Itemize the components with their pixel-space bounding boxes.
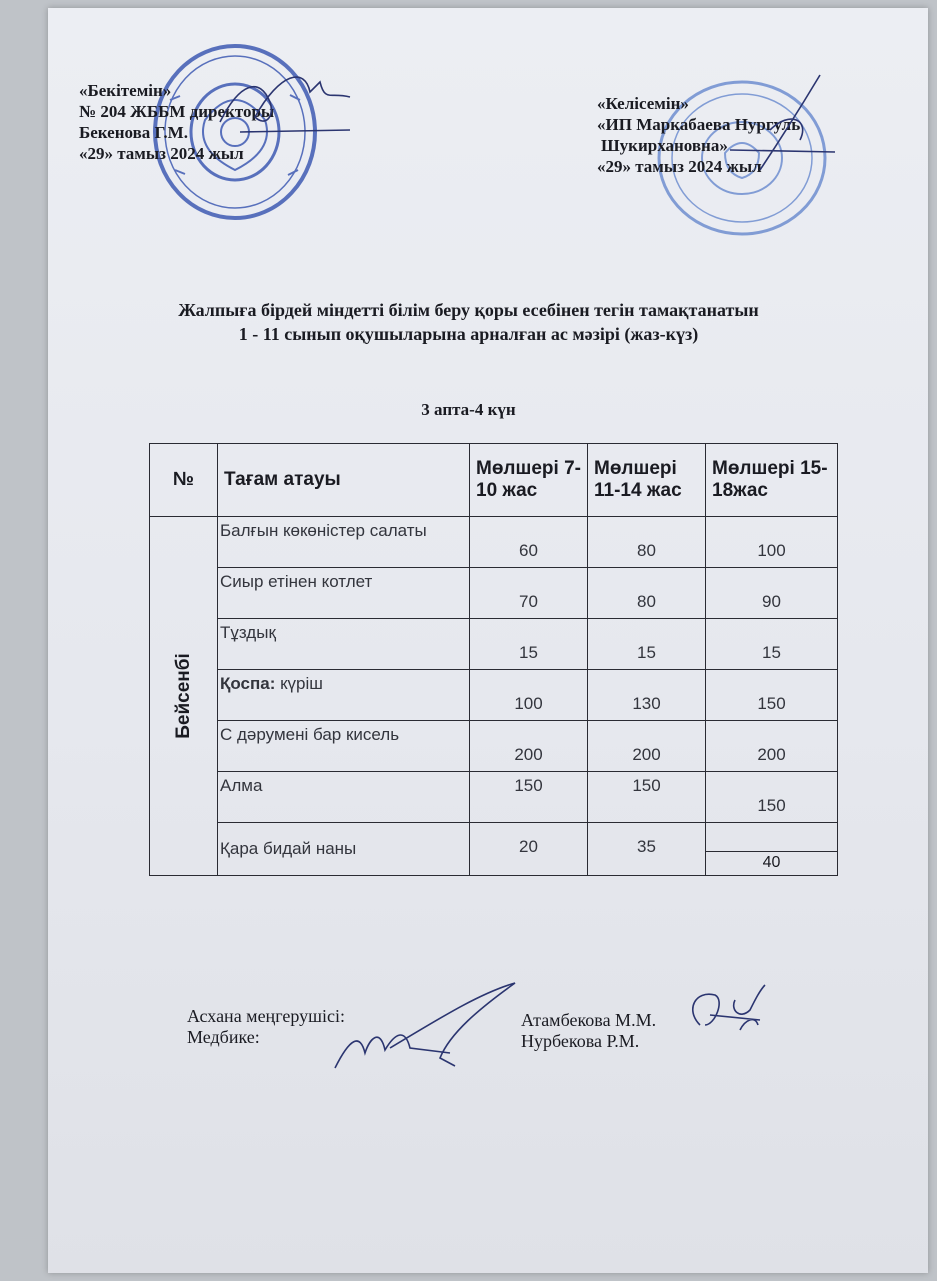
table-header-row	[150, 444, 838, 517]
portion-11-14: 150	[588, 772, 706, 823]
table-row	[150, 721, 838, 772]
dish-name: Тұздық	[218, 619, 470, 670]
portion-7-10: 150	[470, 772, 588, 823]
portion-11-14: 130	[588, 670, 706, 721]
approval-line-4: «29» тамыз 2024 жыл	[79, 144, 244, 163]
dish-name: Балғын көкөністер салаты	[218, 517, 470, 568]
nurse-role: Медбике:	[187, 1027, 260, 1047]
portion-7-10: 60	[470, 517, 588, 568]
agreement-line-2: «ИП Маркабаева Нургуль	[597, 115, 801, 134]
portion-15-18: 100	[706, 517, 838, 568]
table-row	[150, 823, 838, 876]
header-number: №	[150, 444, 218, 517]
staff-roles	[187, 1006, 345, 1048]
title-line-2: 1 - 11 сынып оқушыларына арналған ас мәзірі (жаз-күз)	[238, 324, 699, 344]
portion-7-10: 15	[470, 619, 588, 670]
agreement-line-1: «Келісемін»	[597, 94, 689, 113]
table-row	[150, 517, 838, 568]
portion-15-18: 15	[706, 619, 838, 670]
table-row	[150, 568, 838, 619]
document-title	[0, 298, 937, 346]
portion-11-14: 80	[588, 568, 706, 619]
cook-name: Атамбекова М.М.	[521, 1010, 657, 1030]
header-portion-7-10: Мөлшері 7-10 жас	[470, 444, 588, 517]
dish-name	[218, 670, 470, 721]
day-label: Бейсенбі	[172, 653, 194, 739]
agreement-line-4: «29» тамыз 2024 жыл	[597, 157, 762, 176]
portion-7-10: 200	[470, 721, 588, 772]
portion-7-10: 100	[470, 670, 588, 721]
staff-names	[521, 1010, 656, 1052]
dish-name: Сиыр етінен котлет	[218, 568, 470, 619]
table-row	[150, 772, 838, 823]
portion-11-14: 80	[588, 517, 706, 568]
title-line-1: Жалпыға бірдей міндетті білім беру қоры есебінен тегін тамақтанатын	[178, 300, 759, 320]
portion-15-18: 150	[706, 670, 838, 721]
approval-line-2: № 204 ЖББМ директоры	[79, 102, 275, 121]
portion-15-18: 150	[706, 772, 838, 823]
header-portion-15-18: Мөлшері 15-18жас	[706, 444, 838, 517]
table-row	[150, 670, 838, 721]
dish-name: Қара бидай наны	[218, 823, 470, 876]
portion-11-14: 200	[588, 721, 706, 772]
portion-11-14: 35	[588, 823, 706, 876]
dish-name: Алма	[218, 772, 470, 823]
dish-name-rest: күріш	[275, 674, 323, 693]
header-portion-11-14: Мөлшері 11-14 жас	[588, 444, 706, 517]
portion-15-18: 90	[706, 568, 838, 619]
agreement-line-3: Шукирхановна»	[601, 136, 728, 155]
cook-signature	[680, 980, 770, 1050]
cook-role: Асхана меңгерушісі:	[187, 1006, 345, 1026]
day-cell	[150, 517, 218, 876]
supplier-signature	[720, 70, 840, 180]
approval-line-3: Бекенова Г.М.	[79, 123, 188, 142]
portion-11-14: 15	[588, 619, 706, 670]
table-row	[150, 619, 838, 670]
portion-7-10: 20	[470, 823, 588, 876]
portion-15-18: 200	[706, 721, 838, 772]
portion-7-10: 70	[470, 568, 588, 619]
portion-15-18-value: 40	[762, 854, 781, 871]
dish-name: С дәрумені бар кисель	[218, 721, 470, 772]
nurse-name: Нурбекова Р.М.	[521, 1031, 640, 1051]
director-signature	[210, 62, 360, 152]
week-day-label: 3 апта-4 күн	[421, 400, 516, 419]
dish-name-prefix: Қоспа:	[220, 674, 276, 693]
menu-table	[149, 443, 838, 876]
nurse-signature	[330, 978, 540, 1078]
approval-line-1: «Бекітемін»	[79, 81, 172, 100]
portion-15-18	[706, 823, 838, 876]
header-dish-name: Тағам атауы	[218, 444, 470, 517]
